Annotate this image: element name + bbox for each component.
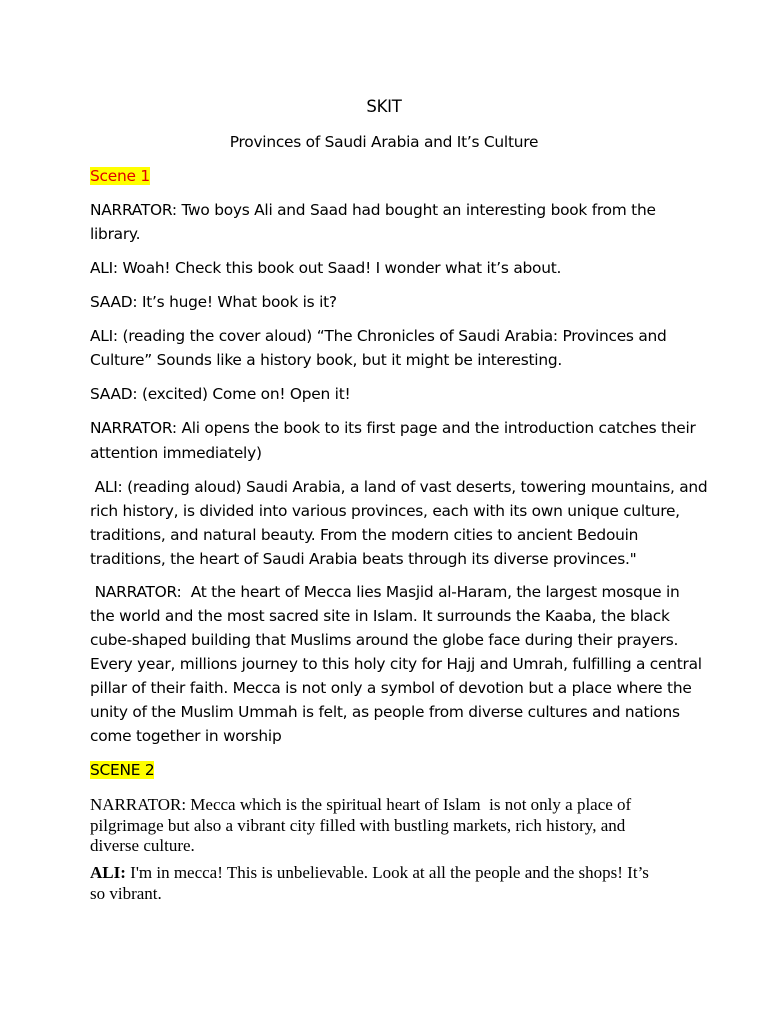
scene-1-heading xyxy=(90,167,150,185)
paragraph-line: traditions, the heart of Saudi Arabia beats through its diverse provinces." xyxy=(90,550,637,568)
paragraph-line: pilgrimage but also a vibrant city filled with bustling markets, rich history, and xyxy=(90,816,626,835)
paragraph-line: NARRATOR: Mecca which is the spiritual heart of Islam is not only a place of xyxy=(90,795,632,814)
paragraph-line: traditions, and natural beauty. From the modern cities to ancient Bedouin xyxy=(90,526,639,544)
paragraph-line: pillar of their faith. Mecca is not only a symbol of devotion but a place where the xyxy=(90,679,692,697)
paragraph-line xyxy=(90,863,649,883)
paragraph-line: the world and the most sacred site in Islam. It surrounds the Kaaba, the black xyxy=(90,607,670,625)
paragraph-line: SAAD: (excited) Come on! Open it! xyxy=(90,385,351,403)
paragraph-line: so vibrant. xyxy=(90,884,162,903)
paragraph-line: rich history, is divided into various provinces, each with its own unique culture, xyxy=(90,502,680,520)
paragraph-line: attention immediately) xyxy=(90,444,262,462)
paragraph-line: NARRATOR: Ali opens the book to its first page and the introduction catches their xyxy=(90,419,696,437)
paragraph-line: ALI: Woah! Check this book out Saad! I wonder what it’s about. xyxy=(90,259,562,277)
dialogue-text: I'm in mecca! This is unbelievable. Look at all the people and the shops! It’s xyxy=(125,863,649,882)
paragraph-line: SAAD: It’s huge! What book is it? xyxy=(90,293,337,311)
paragraph-line: unity of the Muslim Ummah is felt, as people from diverse cultures and nations xyxy=(90,703,680,721)
paragraph-line: Culture” Sounds like a history book, but it might be interesting. xyxy=(90,351,562,369)
scene-2-label: SCENE 2 xyxy=(90,761,155,779)
paragraph-line: diverse culture. xyxy=(90,836,195,855)
paragraph-line: library. xyxy=(90,225,141,243)
speaker-label: ALI: xyxy=(90,863,126,882)
paragraph-line: ALI: (reading aloud) Saudi Arabia, a land of vast deserts, towering mountains, and xyxy=(90,478,708,496)
scene-1-label: Scene 1 xyxy=(90,167,150,185)
scene-2-heading xyxy=(90,761,154,779)
paragraph-line: come together in worship xyxy=(90,727,282,745)
paragraph-line: Every year, millions journey to this holy city for Hajj and Umrah, fulfilling a central xyxy=(90,655,702,673)
paragraph-line: ALI: (reading the cover aloud) “The Chronicles of Saudi Arabia: Provinces and xyxy=(90,327,667,345)
doc-subtitle: Provinces of Saudi Arabia and It’s Culture xyxy=(229,133,539,151)
doc-title: SKIT xyxy=(366,97,402,116)
paragraph-line: cube-shaped building that Muslims around the globe face during their prayers. xyxy=(90,631,679,649)
paragraph-line: NARRATOR: At the heart of Mecca lies Masjid al-Haram, the largest mosque in xyxy=(90,583,680,601)
paragraph-line: NARRATOR: Two boys Ali and Saad had bought an interesting book from the xyxy=(90,201,656,219)
